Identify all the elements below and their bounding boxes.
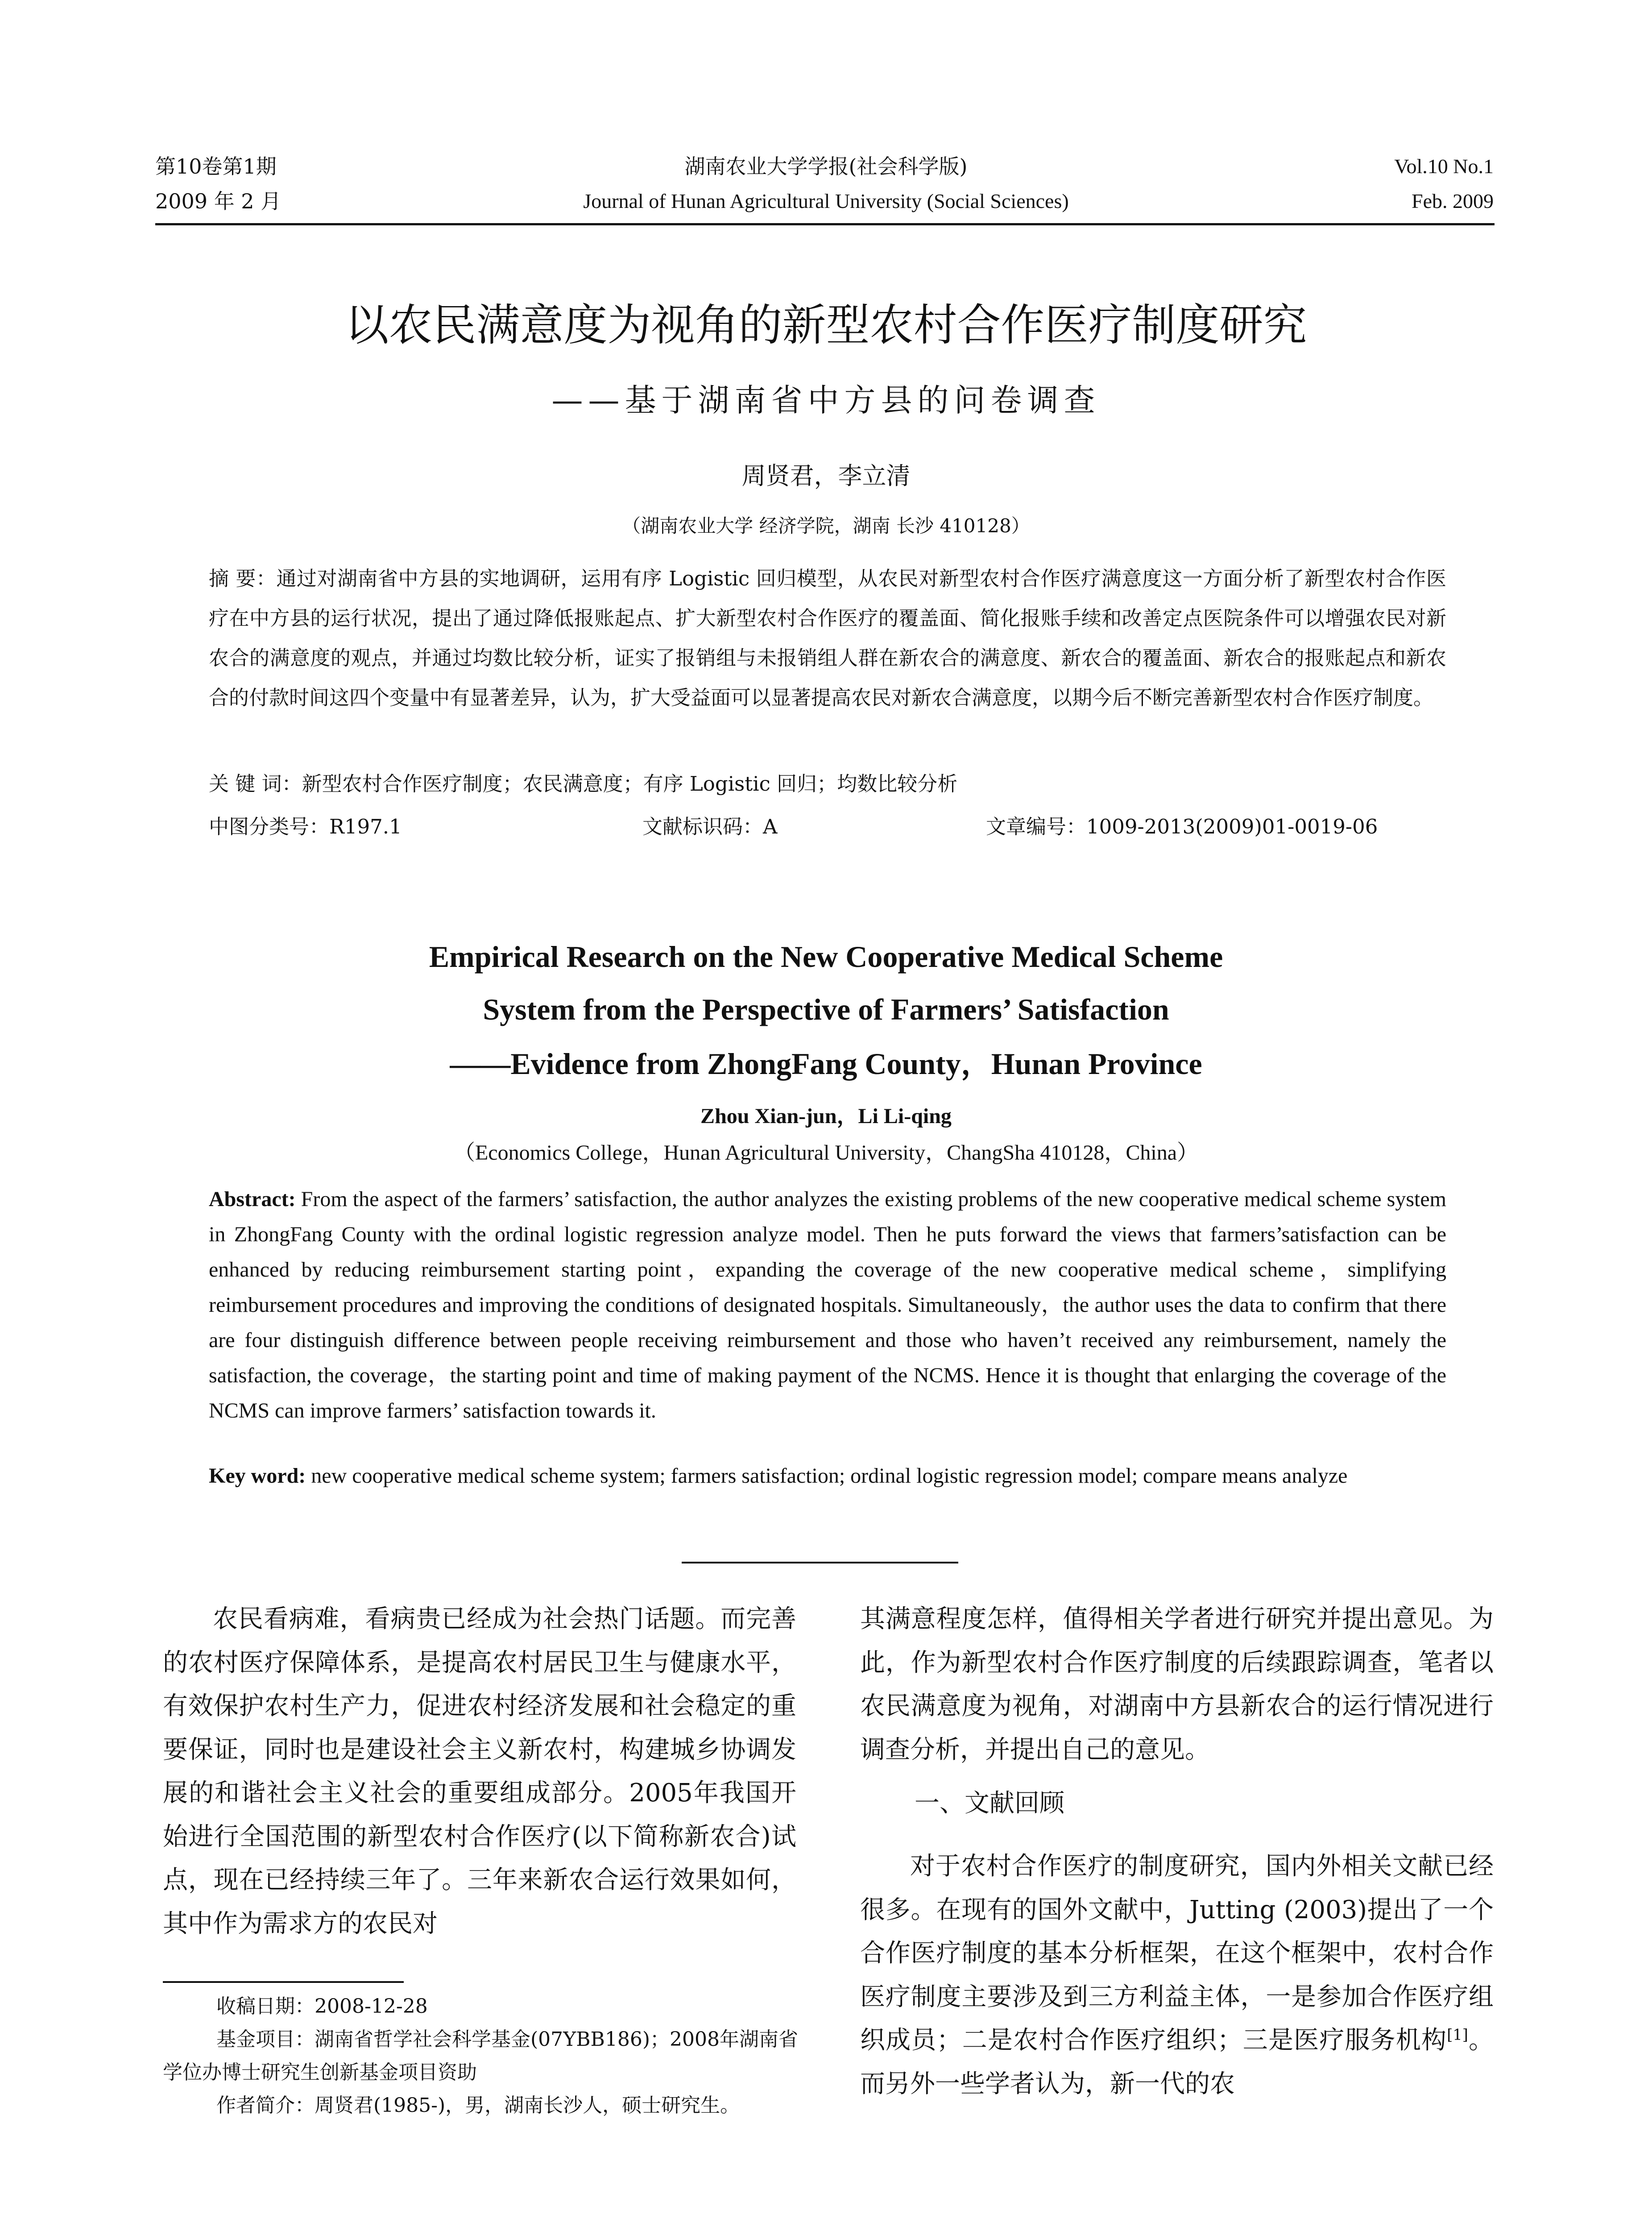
article-title-en-line1: Empirical Research on the New Cooperative Medical Scheme bbox=[429, 940, 1223, 974]
footnote-received-label: 收稿日期： bbox=[216, 1995, 315, 2018]
footnote-author-label: 作者简介： bbox=[216, 2094, 315, 2117]
journal-name-cn: 湖南农业大学学报(社会科学版) bbox=[684, 154, 968, 178]
abstract-en-label: Abstract: bbox=[209, 1187, 296, 1211]
date-cn: 2009 年 2 月 bbox=[155, 189, 282, 213]
affiliation-cn: （湖南农业大学 经济学院，湖南 长沙 410128） bbox=[622, 515, 1030, 537]
article-title-en-line2: System from the Perspective of Farmers’ Satisfaction bbox=[483, 992, 1169, 1026]
keywords-en-label: Key word: bbox=[209, 1464, 306, 1488]
volume-issue-en: Vol.10 No.1 bbox=[1394, 155, 1494, 178]
article-title-en-line3: ——Evidence from ZhongFang County，Hunan Province bbox=[450, 1047, 1202, 1081]
body-paragraph-continued: 其满意程度怎样，值得相关学者进行研究并提出意见。为此，作为新型农村合作医疗制度的后续跟踪调查，笔者以农民满意度为视角，对湖南中方县新农合的运行情况进行调查分析，并提出自己的意见。 bbox=[860, 1605, 1494, 1764]
body-paragraph-intro: 农民看病难，看病贵已经成为社会热门话题。而完善的农村医疗保障体系，是提高农村居民卫生与健康水平，有效保护农村生产力，促进农村经济发展和社会稳定的重要保证，同时也是建设社会主义新农村，构建城乡协调发展的和谐社会主义社会的重要组成部分。2005年我国开始进行全国范围的新型农村合作医疗(以下简称新农合)试点，现在已经持续三年了。三年来新农合运行效果如何，其中作为需求方的农民对 bbox=[163, 1605, 796, 1938]
document-code-value: A bbox=[763, 815, 778, 838]
footnote-fund-value: 湖南省哲学社会科学基金(07YBB186)；2008年湖南省学位办博士研究生创新基金项目资助 bbox=[163, 2028, 798, 2084]
keywords-en-text: new cooperative medical scheme system; farmers satisfaction; ordinal logistic regression model; compare means analyze bbox=[306, 1464, 1348, 1488]
affiliation-en: （Economics College，Hunan Agricultural University，ChangSha 410128，China） bbox=[453, 1141, 1199, 1165]
footnote-fund-label: 基金项目： bbox=[216, 2028, 315, 2051]
article-number-value: 1009-2013(2009)01-0019-06 bbox=[1086, 815, 1378, 838]
clc-value: R197.1 bbox=[329, 815, 402, 838]
clc-label: 中图分类号： bbox=[209, 815, 330, 838]
abstract-en-text: From the aspect of the farmers’ satisfaction, the author analyzes the existing problems of the new cooperative medical scheme system in ZhongFang County with the ordinal logistic regression analyze model. Then he puts forward the views that farmers’satisfaction can be enhanced by reducing reimbursement starting point，expanding the coverage of the new cooperative medical scheme，simplifying reimbursement procedures and improving the conditions of designated hospitals. Simultaneously，the author uses the data to confirm that there are four distinguish difference between people receiving reimbursement and those who haven’t received any reimbursement, namely the satisfaction, the coverage，the starting point and time of making payment of the NCMS. Hence it is thought that enlarging the coverage of the NCMS can improve farmers’ satisfaction towards it. bbox=[209, 1187, 1447, 1422]
article-subtitle-cn: ——基于湖南省中方县的问卷调查 bbox=[551, 382, 1101, 419]
abstract-cn bbox=[209, 559, 1446, 717]
abstract-cn-label: 摘 要： bbox=[209, 567, 277, 590]
footnote-rule bbox=[163, 1981, 404, 1983]
literature-text: 对于农村合作医疗的制度研究，国内外相关文献已经很多。在现有的国外文献中，Jutting (2003)提出了一个合作医疗制度的基本分析框架，在这个框架中，农村合作医疗制度主要涉及到三方利益主体，一是参加合作医疗组织成员；二是农村合作医疗组织；三是医疗服务机构 bbox=[860, 1852, 1494, 2055]
keywords-cn bbox=[209, 764, 1446, 804]
citation-ref-1[interactable]: [1] bbox=[1447, 2026, 1468, 2044]
footnote-received bbox=[163, 1990, 805, 2023]
header-rule bbox=[155, 223, 1495, 225]
section-heading-literature-review: 一、文献回顾 bbox=[915, 1789, 1064, 1818]
abstract-cn-text: 通过对湖南省中方县的实地调研，运用有序 Logistic 回归模型，从农民对新型农村合作医疗满意度这一方面分析了新型农村合作医疗在中方县的运行状况，提出了通过降低报账起点、扩大新型农村合作医疗的覆盖面、简化报账手续和改善定点医院条件可以增强农民对新农合的满意度的观点，并通过均数比较分析，证实了报销组与未报销组人群在新农合的满意度、新农合的覆盖面、新农合的报账起点和新农合的付款时间这四个变量中有显著差异，认为，扩大受益面可以显著提高农民对新农合满意度，以期今后不断完善新型农村合作医疗制度。 bbox=[209, 567, 1446, 709]
footnote-author-value: 周贤君(1985-)，男，湖南长沙人，硕士研究生。 bbox=[315, 2094, 740, 2117]
keywords-cn-label: 关 键 词： bbox=[209, 772, 302, 796]
footnote-fund bbox=[163, 2023, 805, 2089]
footnote-author bbox=[163, 2089, 805, 2122]
article-title-cn: 以农民满意度为视角的新型农村合作医疗制度研究 bbox=[345, 300, 1307, 351]
body-paragraph-literature bbox=[860, 1845, 1494, 2106]
authors-cn: 周贤君，李立清 bbox=[741, 462, 911, 490]
abstract-separator-rule bbox=[682, 1562, 958, 1563]
document-code-label: 文献标识码： bbox=[642, 815, 763, 838]
clc-number bbox=[209, 807, 402, 846]
journal-name-en: Journal of Hunan Agricultural University (Social Sciences) bbox=[583, 190, 1069, 212]
literature-text-tail: 。而另外一些学者认为，新一代的农 bbox=[860, 2026, 1494, 2098]
authors-en: Zhou Xian-jun，Li Li-qing bbox=[700, 1104, 952, 1128]
document-code bbox=[642, 807, 778, 846]
date-en: Feb. 2009 bbox=[1412, 190, 1494, 212]
article-number-label: 文章编号： bbox=[986, 815, 1087, 838]
abstract-en bbox=[209, 1182, 1446, 1428]
volume-issue-cn: 第10卷第1期 bbox=[155, 154, 277, 178]
footnote-received-value: 2008-12-28 bbox=[315, 1995, 428, 2018]
keywords-cn-text: 新型农村合作医疗制度；农民满意度；有序 Logistic 回归；均数比较分析 bbox=[302, 772, 958, 796]
keywords-en bbox=[209, 1458, 1446, 1493]
article-number bbox=[986, 807, 1378, 846]
